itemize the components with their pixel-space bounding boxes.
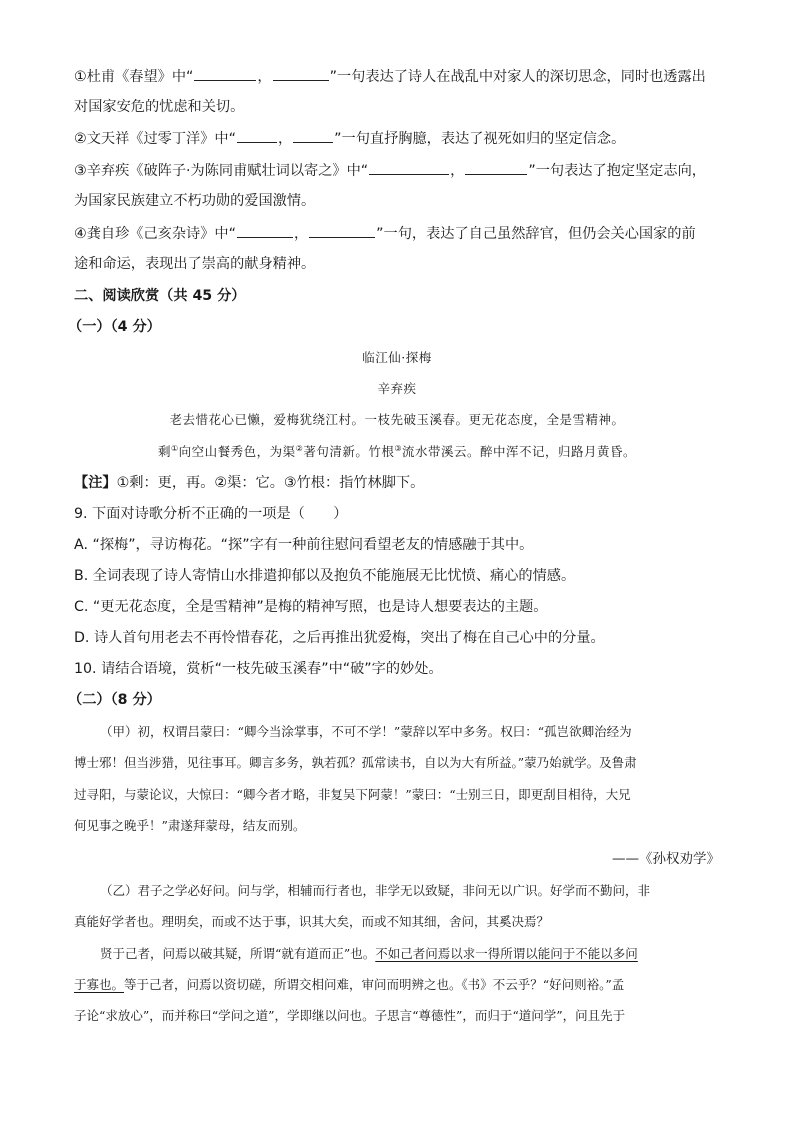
fill-question-1-line-1: ①杜甫《春望》中“ ， ”一句表达了诗人在战乱中对家人的深切思念，同时也透露出 [74,66,706,87]
passage-yi-line-1: （乙）君子之学必好问。问与学，相辅而行者也，非学无以致疑，非问无以广识。好学而不勤问，非 [100,883,651,898]
fill-question-4-line-2: 途和命运，表现出了崇高的献身精神。 [74,256,316,272]
answer-blank[interactable] [237,128,277,143]
poem-line-1: 老去惜花心已懒，爱梅犹绕江村。一枝先破玉溪春。更无花态度，全是雪精神。 [169,412,625,427]
passage-yi-line-5: 子论“求放心”，而并称曰“学问之道”，学即继以问也。子思言“尊德性”，而归于“道问学”，问且先于 [74,1008,626,1023]
fill-question-2: ②文天祥《过零丁洋》中“ ， ”一句直抒胸臆，表达了视死如归的坚定信念。 [74,128,625,149]
passage-jia-line-4: 何见事之晚乎！”肃遂拜蒙母，结友而别。 [74,818,306,833]
passage-jia-line-2: 博士邪！但当涉猎，见往事耳。卿言多务，孰若孤？孤常读书，自以为大有所益。”蒙乃始就学。及鲁肃 [74,755,637,770]
part-1-heading: （一）（4 分） [68,319,161,335]
passage-yi-line-3: 贤于己者，问焉以破其疑，所谓“就有道而正”也。不如己者问焉以求一得所谓以能问于不能以多问 [100,946,638,961]
fill-question-3-line-1: ③辛弃疾《破阵子·为陈同甫赋壮词以寄之》中“ ， ”一句表达了抱定坚定志向， [74,160,706,181]
option-c[interactable]: C. “更无花态度，全是雪精神”是梅的精神写照，也是诗人想要表达的主题。 [74,599,548,615]
option-b[interactable]: B. 全词表现了诗人寄情山水排遣抑郁以及抱负不能施展无比忧愤、痛心的情感。 [74,568,576,584]
underlined-sentence: 于寡也。 [74,977,125,992]
poem-author: 辛弃疾 [377,381,417,396]
answer-blank[interactable] [465,160,527,175]
question-9: 9. 下面对诗歌分析不正确的一项是（ ） [74,506,348,522]
answer-blank[interactable] [194,66,256,81]
fill-question-4-line-1: ④龚自珍《己亥杂诗》中“ ， ”一句，表达了自己虽然辞官，但仍会关心国家的前 [74,223,696,244]
passage-jia-line-3: 过寻阳，与蒙论议，大惊曰：“卿今者才略，非复吴下阿蒙！”蒙曰：“士别三日，即更刮目相待，大兄 [74,787,631,802]
answer-blank[interactable] [237,223,293,238]
poem-title: 临江仙·探梅 [362,350,432,365]
passage-yi-line-2: 真能好学者也。理明矣，而或不达于事，识其大矣，而或不知其细，舍问，其奚决焉？ [74,914,550,929]
answer-blank[interactable] [273,66,329,81]
poem-line-2: 剩①向空山餐秀色，为渠②著句清新。竹根③流水带溪云。醉中浑不记，归路月黄昏。 [157,443,637,459]
passage-yi-line-4: 于寡也。等于己者，问焉以资切磋，所谓交相问难，审问而明辨之也。《书》不云乎？“好问则裕。”孟 [74,977,625,992]
option-a[interactable]: A. “探梅”，寻访梅花。“探”字有一种前往慰问看望老友的情感融于其中。 [74,537,534,553]
passage-jia-source: ——《孙权劝学》 [612,851,720,867]
section-heading: 二、阅读欣赏（共 45 分） [74,288,246,304]
part-2-heading: （二）（8 分） [68,692,161,708]
poem-note: 【注】①剩：更，再。②渠：它。③竹根：指竹林脚下。 [74,475,425,491]
answer-blank[interactable] [293,128,333,143]
fill-question-3-line-2: 为国家民族建立不朽功勋的爱国激情。 [74,193,316,209]
answer-blank[interactable] [309,223,375,238]
option-d[interactable]: D. 诗人首句用老去不再怜惜春花，之后再推出犹爱梅，突出了梅在自己心中的分量。 [74,630,605,646]
underlined-sentence: 不如己者问焉以求一得所谓以能问于不能以多问 [375,946,638,961]
answer-blank[interactable] [369,160,449,175]
passage-jia-line-1: （甲）初，权谓吕蒙曰：“卿今当涂掌事，不可不学！”蒙辞以军中多务。权曰：“孤岂欲卿治经为 [100,724,632,739]
fill-question-1-line-2: 对国家安危的忧虑和关切。 [74,99,245,115]
question-10: 10. 请结合语境，赏析“一枝先破玉溪春”中“破”字的妙处。 [74,661,443,677]
